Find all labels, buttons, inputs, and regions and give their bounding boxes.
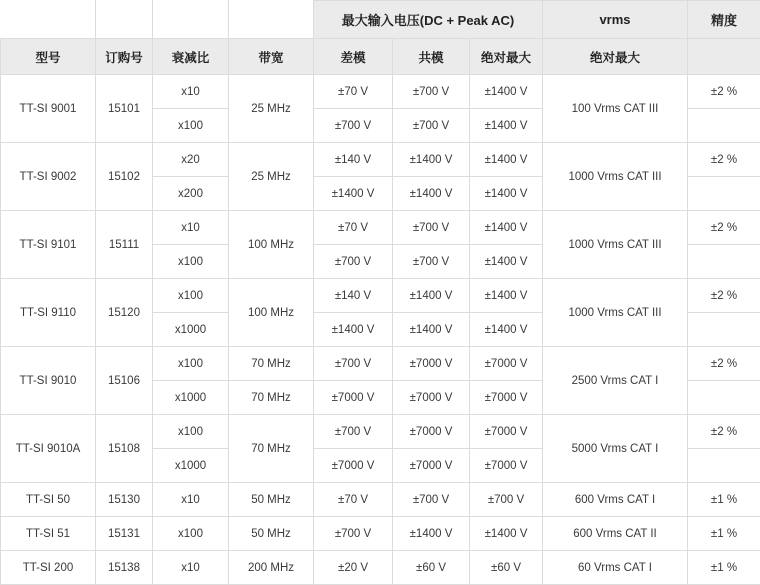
- cell-order-number: 15106: [96, 347, 153, 415]
- cell-differential: ±70 V: [314, 75, 393, 109]
- cell-accuracy-empty: [688, 313, 760, 347]
- cell-attenuation-ratio: x100: [153, 245, 229, 279]
- cell-common-mode: ±7000 V: [393, 449, 470, 483]
- cell-vrms: 2500 Vrms CAT I: [543, 347, 688, 415]
- cell-accuracy: ±1 %: [688, 483, 760, 517]
- table-row: [1, 75, 760, 109]
- cell-differential: ±1400 V: [314, 313, 393, 347]
- group-header-blank-model: [1, 1, 96, 39]
- cell-differential: ±1400 V: [314, 177, 393, 211]
- cell-common-mode: ±700 V: [393, 483, 470, 517]
- cell-absolute-max: ±1400 V: [470, 517, 543, 551]
- column-header-order-number: 订购号: [96, 39, 153, 75]
- cell-bandwidth: 70 MHz: [229, 347, 314, 381]
- cell-absolute-max: ±1400 V: [470, 109, 543, 143]
- column-header-bandwidth: 带宽: [229, 39, 314, 75]
- cell-attenuation-ratio: x200: [153, 177, 229, 211]
- cell-model: TT-SI 200: [1, 551, 96, 585]
- table-body: [1, 75, 760, 585]
- cell-accuracy: ±1 %: [688, 551, 760, 585]
- cell-absolute-max: ±7000 V: [470, 415, 543, 449]
- cell-order-number: 15108: [96, 415, 153, 483]
- cell-differential: ±7000 V: [314, 449, 393, 483]
- cell-accuracy: ±2 %: [688, 143, 760, 177]
- cell-model: TT-SI 9110: [1, 279, 96, 347]
- column-header-differential: 差模: [314, 39, 393, 75]
- cell-order-number: 15130: [96, 483, 153, 517]
- cell-common-mode: ±1400 V: [393, 279, 470, 313]
- cell-bandwidth: 25 MHz: [229, 75, 314, 143]
- cell-common-mode: ±1400 V: [393, 313, 470, 347]
- cell-common-mode: ±1400 V: [393, 517, 470, 551]
- cell-common-mode: ±700 V: [393, 75, 470, 109]
- cell-common-mode: ±7000 V: [393, 415, 470, 449]
- cell-absolute-max: ±1400 V: [470, 143, 543, 177]
- cell-order-number: 15138: [96, 551, 153, 585]
- cell-attenuation-ratio: x10: [153, 483, 229, 517]
- cell-vrms: 1000 Vrms CAT III: [543, 143, 688, 211]
- cell-absolute-max: ±1400 V: [470, 313, 543, 347]
- table-row: [1, 483, 760, 517]
- cell-differential: ±7000 V: [314, 381, 393, 415]
- cell-absolute-max: ±60 V: [470, 551, 543, 585]
- cell-bandwidth: 70 MHz: [229, 415, 314, 483]
- cell-vrms: 1000 Vrms CAT III: [543, 279, 688, 347]
- column-header-common-mode: 共模: [393, 39, 470, 75]
- cell-order-number: 15101: [96, 75, 153, 143]
- table-header: [1, 1, 760, 75]
- cell-accuracy-empty: [688, 245, 760, 279]
- cell-vrms: 600 Vrms CAT II: [543, 517, 688, 551]
- cell-attenuation-ratio: x100: [153, 109, 229, 143]
- cell-attenuation-ratio: x100: [153, 415, 229, 449]
- cell-absolute-max: ±1400 V: [470, 279, 543, 313]
- cell-attenuation-ratio: x100: [153, 279, 229, 313]
- table-row: [1, 279, 760, 313]
- cell-attenuation-ratio: x1000: [153, 313, 229, 347]
- table-row: [1, 517, 760, 551]
- cell-accuracy-empty: [688, 381, 760, 415]
- cell-differential: ±70 V: [314, 483, 393, 517]
- cell-model: TT-SI 9010A: [1, 415, 96, 483]
- table-group-header-row: [1, 1, 760, 39]
- table-column-header-row: [1, 39, 760, 75]
- cell-model: TT-SI 9101: [1, 211, 96, 279]
- cell-differential: ±70 V: [314, 211, 393, 245]
- cell-accuracy: ±2 %: [688, 347, 760, 381]
- cell-bandwidth: 50 MHz: [229, 483, 314, 517]
- cell-order-number: 15102: [96, 143, 153, 211]
- group-header-blank-order: [96, 1, 153, 39]
- cell-attenuation-ratio: x10: [153, 211, 229, 245]
- cell-absolute-max: ±7000 V: [470, 449, 543, 483]
- cell-differential: ±700 V: [314, 109, 393, 143]
- cell-accuracy: ±2 %: [688, 75, 760, 109]
- column-header-attenuation-ratio: 衰减比: [153, 39, 229, 75]
- cell-order-number: 15120: [96, 279, 153, 347]
- cell-differential: ±20 V: [314, 551, 393, 585]
- cell-attenuation-ratio: x1000: [153, 381, 229, 415]
- table-row: [1, 415, 760, 449]
- cell-model: TT-SI 9001: [1, 75, 96, 143]
- group-header-accuracy: 精度: [688, 1, 760, 39]
- group-header-blank-ratio: [153, 1, 229, 39]
- cell-absolute-max: ±7000 V: [470, 347, 543, 381]
- cell-common-mode: ±700 V: [393, 109, 470, 143]
- cell-bandwidth: 100 MHz: [229, 211, 314, 279]
- cell-attenuation-ratio: x20: [153, 143, 229, 177]
- cell-common-mode: ±700 V: [393, 245, 470, 279]
- group-header-blank-bandwidth: [229, 1, 314, 39]
- cell-absolute-max: ±1400 V: [470, 211, 543, 245]
- cell-differential: ±700 V: [314, 245, 393, 279]
- cell-model: TT-SI 50: [1, 483, 96, 517]
- cell-bandwidth: 50 MHz: [229, 517, 314, 551]
- cell-order-number: 15131: [96, 517, 153, 551]
- cell-attenuation-ratio: x100: [153, 347, 229, 381]
- cell-bandwidth: 70 MHz: [229, 381, 314, 415]
- cell-accuracy: ±2 %: [688, 211, 760, 245]
- column-header-vrms-absolute-max: 绝对最大: [543, 39, 688, 75]
- cell-differential: ±140 V: [314, 143, 393, 177]
- table-row: [1, 143, 760, 177]
- cell-bandwidth: 200 MHz: [229, 551, 314, 585]
- cell-accuracy-empty: [688, 449, 760, 483]
- cell-attenuation-ratio: x100: [153, 517, 229, 551]
- cell-attenuation-ratio: x1000: [153, 449, 229, 483]
- cell-common-mode: ±7000 V: [393, 381, 470, 415]
- cell-accuracy: ±2 %: [688, 415, 760, 449]
- column-header-accuracy-blank: [688, 39, 760, 75]
- cell-differential: ±700 V: [314, 415, 393, 449]
- cell-common-mode: ±1400 V: [393, 177, 470, 211]
- cell-absolute-max: ±1400 V: [470, 177, 543, 211]
- cell-differential: ±140 V: [314, 279, 393, 313]
- cell-vrms: 1000 Vrms CAT III: [543, 211, 688, 279]
- cell-vrms: 5000 Vrms CAT I: [543, 415, 688, 483]
- cell-absolute-max: ±1400 V: [470, 75, 543, 109]
- cell-model: TT-SI 9010: [1, 347, 96, 415]
- cell-common-mode: ±7000 V: [393, 347, 470, 381]
- table-row: [1, 211, 760, 245]
- cell-differential: ±700 V: [314, 517, 393, 551]
- table-row: [1, 347, 760, 381]
- cell-common-mode: ±1400 V: [393, 143, 470, 177]
- cell-absolute-max: ±1400 V: [470, 245, 543, 279]
- cell-common-mode: ±700 V: [393, 211, 470, 245]
- column-header-absolute-max: 绝对最大: [470, 39, 543, 75]
- cell-differential: ±700 V: [314, 347, 393, 381]
- cell-accuracy-empty: [688, 109, 760, 143]
- cell-bandwidth: 100 MHz: [229, 279, 314, 347]
- cell-model: TT-SI 51: [1, 517, 96, 551]
- cell-absolute-max: ±7000 V: [470, 381, 543, 415]
- cell-order-number: 15111: [96, 211, 153, 279]
- cell-vrms: 100 Vrms CAT III: [543, 75, 688, 143]
- cell-absolute-max: ±700 V: [470, 483, 543, 517]
- cell-model: TT-SI 9002: [1, 143, 96, 211]
- cell-accuracy: ±2 %: [688, 279, 760, 313]
- cell-accuracy-empty: [688, 177, 760, 211]
- cell-vrms: 60 Vrms CAT I: [543, 551, 688, 585]
- group-header-max-input-voltage: 最大输入电压(DC + Peak AC): [314, 1, 543, 39]
- cell-attenuation-ratio: x10: [153, 551, 229, 585]
- column-header-model: 型号: [1, 39, 96, 75]
- cell-accuracy: ±1 %: [688, 517, 760, 551]
- cell-vrms: 600 Vrms CAT I: [543, 483, 688, 517]
- group-header-vrms: vrms: [543, 1, 688, 39]
- cell-bandwidth: 25 MHz: [229, 143, 314, 211]
- cell-common-mode: ±60 V: [393, 551, 470, 585]
- cell-attenuation-ratio: x10: [153, 75, 229, 109]
